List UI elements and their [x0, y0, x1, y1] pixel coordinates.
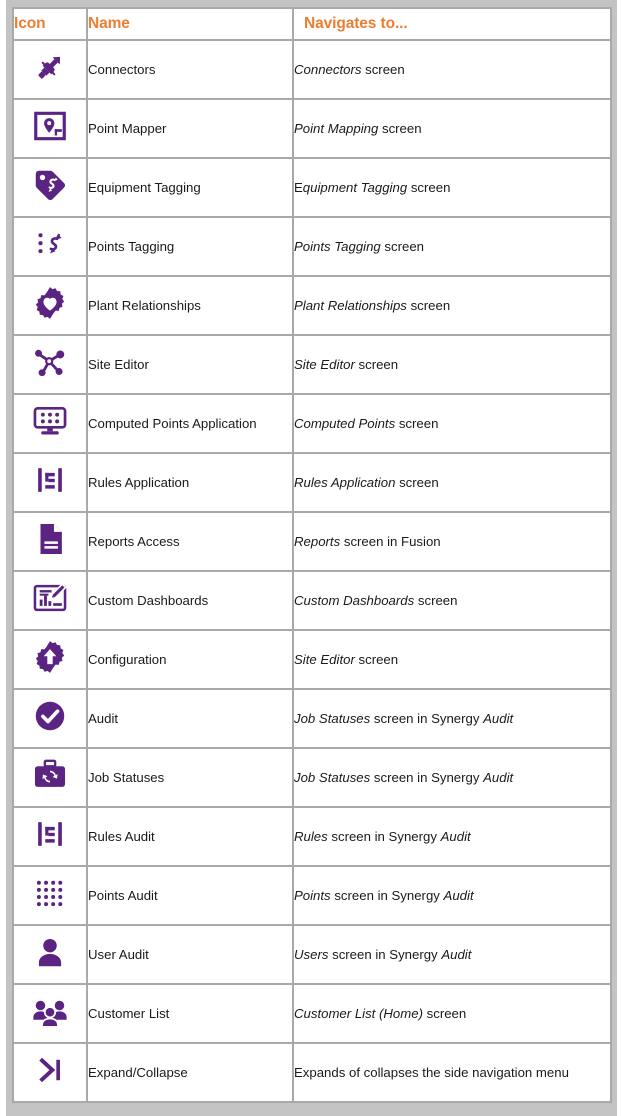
table-row [13, 40, 611, 99]
column-header-icon: Icon [13, 8, 87, 40]
nav-suffix-text: screen [395, 415, 439, 431]
icon-cell [13, 394, 87, 453]
nav-target-screen-text: Job Statuses [294, 710, 371, 726]
icon-cell [13, 99, 87, 158]
icon-cell [13, 512, 87, 571]
table-row [13, 807, 611, 866]
icon-cell [13, 807, 87, 866]
icon-name-cell: Audit [87, 689, 293, 748]
navigates-to-cell [293, 689, 611, 748]
icon-name-cell: Configuration [87, 630, 293, 689]
table-row [13, 925, 611, 984]
navigates-to-cell [293, 394, 611, 453]
nav-target-screen-text: Site Editor [294, 651, 355, 667]
job-statuses-briefcase-refresh-icon [31, 756, 69, 794]
icon-name-cell: Site Editor [87, 335, 293, 394]
icon-cell [13, 276, 87, 335]
table-row [13, 984, 611, 1043]
icon-cell [13, 630, 87, 689]
nav-suffix-text: screen in Synergy [328, 946, 442, 962]
nav-product-name-text: Audit [441, 946, 472, 962]
nav-target-screen-text: Site Editor [294, 356, 355, 372]
icon-cell [13, 984, 87, 1043]
navigates-to-cell [293, 807, 611, 866]
icon-name-cell: Points Tagging [87, 217, 293, 276]
nav-target-screen-text: Rules Application [294, 474, 396, 490]
nav-target-screen-text: Job Statuses [294, 769, 371, 785]
nav-target-screen-text: Rules [294, 828, 328, 844]
icon-reference-table [12, 7, 612, 1103]
icon-cell [13, 571, 87, 630]
icon-cell [13, 748, 87, 807]
icon-name-cell: Customer List [87, 984, 293, 1043]
equipment-tag-icon [31, 166, 69, 204]
icon-name-cell: Point Mapper [87, 99, 293, 158]
table-row [13, 512, 611, 571]
page-left-margin [0, 0, 6, 1116]
icon-name-cell: Plant Relationships [87, 276, 293, 335]
navigates-to-cell [293, 40, 611, 99]
nav-suffix-text: screen [354, 356, 399, 372]
nav-target-screen-text: Computed Points [294, 415, 396, 431]
table-row [13, 276, 611, 335]
icon-cell [13, 453, 87, 512]
icon-reference-table-wrapper [12, 7, 610, 1103]
nav-prefix-text: E [294, 179, 303, 195]
table-row [13, 453, 611, 512]
connector-plug-icon [31, 48, 69, 86]
nav-target-screen-text: Points [294, 887, 331, 903]
nav-suffix-text: screen [378, 120, 422, 136]
nav-suffix-text: screen [414, 592, 458, 608]
icon-name-cell: Equipment Tagging [87, 158, 293, 217]
reports-document-icon [31, 520, 69, 558]
navigates-to-cell [293, 866, 611, 925]
page-right-margin [617, 0, 622, 1116]
navigates-to-cell [293, 748, 611, 807]
nav-suffix-text: screen [395, 474, 439, 490]
icon-name-cell: Expand/Collapse [87, 1043, 293, 1102]
point-mapper-icon [31, 107, 69, 145]
custom-dashboards-chart-pencil-icon [31, 579, 69, 617]
nav-target-screen-text: quipment Tagging [302, 179, 408, 195]
nav-suffix-text: Expands of collapses the side navigation menu [294, 1064, 569, 1080]
nav-suffix-text: screen [406, 297, 451, 313]
nav-target-screen-text: Custom Dashboards [294, 592, 415, 608]
icon-name-cell: User Audit [87, 925, 293, 984]
navigates-to-cell [293, 453, 611, 512]
plant-relationships-heart-gear-icon [31, 284, 69, 322]
navigates-to-cell [293, 1043, 611, 1102]
nav-suffix-text: screen in Synergy [370, 710, 484, 726]
nav-suffix-text: screen [380, 238, 425, 254]
navigates-to-cell [293, 217, 611, 276]
nav-target-screen-text: Users [294, 946, 329, 962]
icon-cell [13, 40, 87, 99]
site-editor-network-icon [31, 343, 69, 381]
table-row [13, 158, 611, 217]
icon-name-cell: Custom Dashboards [87, 571, 293, 630]
icon-name-cell: Connectors [87, 40, 293, 99]
table-header-row [13, 8, 611, 40]
nav-suffix-text: screen in Synergy [370, 769, 484, 785]
computed-points-monitor-icon [31, 402, 69, 440]
icon-cell [13, 158, 87, 217]
nav-target-screen-text: Point Mapping [294, 120, 379, 136]
icon-cell [13, 925, 87, 984]
table-row [13, 217, 611, 276]
table-row [13, 866, 611, 925]
points-tagging-icon [31, 225, 69, 263]
points-audit-dot-grid-icon [31, 874, 69, 912]
rules-application-icon [31, 461, 69, 499]
navigates-to-cell [293, 571, 611, 630]
configuration-gear-arrow-icon [31, 638, 69, 676]
nav-suffix-text: screen [407, 179, 451, 195]
nav-target-screen-text: Customer List (Home) [294, 1005, 423, 1021]
table-body [13, 40, 611, 1102]
table-row [13, 99, 611, 158]
icon-name-cell: Rules Application [87, 453, 293, 512]
nav-target-screen-text: Points Tagging [294, 238, 381, 254]
column-header-name: Name [87, 8, 293, 40]
icon-cell [13, 217, 87, 276]
audit-check-circle-icon [31, 697, 69, 735]
icon-cell [13, 1043, 87, 1102]
icon-cell [13, 689, 87, 748]
table-header [13, 8, 611, 40]
navigates-to-cell [293, 984, 611, 1043]
nav-suffix-text: screen [361, 61, 405, 77]
table-row [13, 630, 611, 689]
nav-suffix-text: screen in Synergy [327, 828, 441, 844]
nav-suffix-text: screen [422, 1005, 467, 1021]
nav-product-name-text: Audit [483, 710, 514, 726]
table-row [13, 1043, 611, 1102]
expand-collapse-chevron-bar-icon [31, 1051, 69, 1089]
navigates-to-cell [293, 276, 611, 335]
table-row [13, 571, 611, 630]
navigates-to-cell [293, 99, 611, 158]
navigates-to-cell [293, 158, 611, 217]
user-audit-person-icon [31, 933, 69, 971]
navigates-to-cell [293, 335, 611, 394]
table-row [13, 689, 611, 748]
customer-list-people-icon [31, 992, 69, 1030]
rules-audit-icon [31, 815, 69, 853]
table-row [13, 335, 611, 394]
nav-product-name-text: Audit [440, 828, 471, 844]
icon-name-cell: Reports Access [87, 512, 293, 571]
icon-cell [13, 335, 87, 394]
icon-cell [13, 866, 87, 925]
icon-name-cell: Computed Points Application [87, 394, 293, 453]
icon-name-cell: Points Audit [87, 866, 293, 925]
nav-suffix-text: screen [354, 651, 399, 667]
icon-name-cell: Job Statuses [87, 748, 293, 807]
navigates-to-cell [293, 630, 611, 689]
navigates-to-cell [293, 925, 611, 984]
nav-suffix-text: screen in Synergy [330, 887, 444, 903]
table-row [13, 394, 611, 453]
nav-target-screen-text: Connectors [294, 61, 362, 77]
column-header-navigates-to: Navigates to... [293, 8, 611, 40]
nav-target-screen-text: Reports [294, 533, 341, 549]
nav-suffix-text: screen in Fusion [340, 533, 441, 549]
nav-target-screen-text: Plant Relationships [294, 297, 407, 313]
nav-product-name-text: Audit [483, 769, 514, 785]
icon-name-cell: Rules Audit [87, 807, 293, 866]
table-row [13, 748, 611, 807]
navigates-to-cell [293, 512, 611, 571]
nav-product-name-text: Audit [443, 887, 474, 903]
